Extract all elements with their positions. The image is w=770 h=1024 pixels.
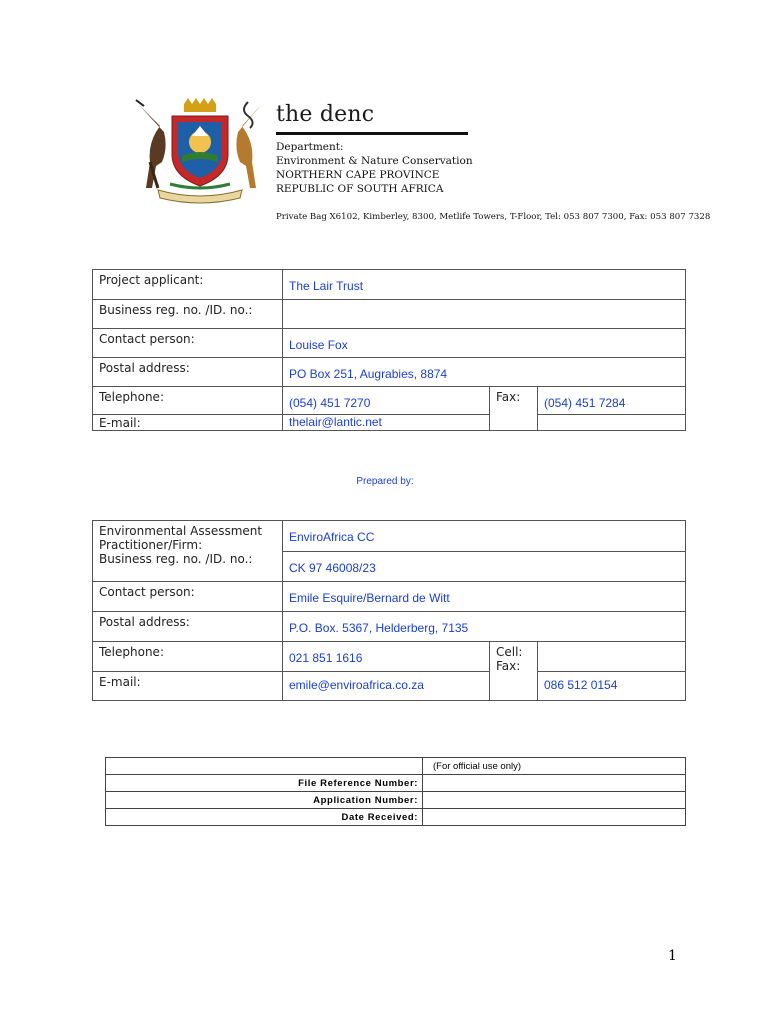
contact-person-value[interactable]: Louise Fox bbox=[283, 329, 686, 358]
practitioner-telephone-value[interactable]: 021 851 1616 bbox=[283, 642, 490, 672]
official-use-table bbox=[105, 757, 686, 826]
official-heading-blank bbox=[106, 758, 423, 775]
coat-of-arms-icon bbox=[130, 96, 270, 206]
telephone-value[interactable]: (054) 451 7270 bbox=[283, 387, 490, 415]
practitioner-contact-label: Contact person: bbox=[93, 582, 283, 612]
project-applicant-value[interactable]: The Lair Trust bbox=[283, 270, 686, 300]
practitioner-telephone-label: Telephone: bbox=[93, 642, 283, 672]
official-use-heading: (For official use only) bbox=[423, 758, 686, 775]
practitioner-reg-value[interactable]: CK 97 46008/23 bbox=[283, 552, 686, 582]
practitioner-cell-value[interactable] bbox=[538, 642, 686, 672]
application-number-label: Application Number: bbox=[106, 792, 423, 809]
practitioner-table bbox=[92, 520, 686, 701]
practitioner-fax-label: Fax: bbox=[496, 659, 521, 673]
business-reg-label: Business reg. no. /ID. no.: bbox=[93, 300, 283, 329]
practitioner-cell-label: Cell: bbox=[496, 645, 523, 659]
date-received-value[interactable] bbox=[423, 809, 686, 826]
org-line-province: NORTHERN CAPE PROVINCE bbox=[276, 169, 440, 181]
practitioner-firm-value[interactable]: EnviroAfrica CC bbox=[283, 521, 686, 552]
practitioner-cell-fax-label bbox=[490, 642, 538, 701]
org-address: Private Bag X6102, Kimberley, 8300, Metlife Towers, T-Floor, Tel: 053 807 7300, Fax: 053 807 7328 bbox=[276, 212, 711, 222]
org-details bbox=[276, 140, 473, 196]
practitioner-email-value[interactable]: emile@enviroafrica.co.za bbox=[283, 672, 490, 701]
practitioner-fax-value[interactable]: 086 512 0154 bbox=[538, 672, 686, 701]
date-received-label: Date Received: bbox=[106, 809, 423, 826]
fax-label: Fax: bbox=[490, 387, 538, 431]
practitioner-firm-label-text: Environmental Assessment Practitioner/Firm: bbox=[99, 524, 263, 552]
practitioner-postal-value[interactable]: P.O. Box. 5367, Helderberg, 7135 bbox=[283, 612, 686, 642]
prepared-by-label: Prepared by: bbox=[356, 476, 414, 487]
org-title-underline bbox=[276, 132, 468, 135]
email-label: E-mail: bbox=[93, 415, 283, 431]
practitioner-reg-label: Business reg. no. /ID. no.: bbox=[99, 552, 253, 566]
file-reference-value[interactable] bbox=[423, 775, 686, 792]
telephone-label: Telephone: bbox=[93, 387, 283, 415]
practitioner-contact-value[interactable]: Emile Esquire/Bernard de Witt bbox=[283, 582, 686, 612]
file-reference-label: File Reference Number: bbox=[106, 775, 423, 792]
contact-person-label: Contact person: bbox=[93, 329, 283, 358]
fax-value[interactable]: (054) 451 7284 bbox=[538, 387, 686, 415]
postal-address-label: Postal address: bbox=[93, 358, 283, 387]
page-number: 1 bbox=[668, 948, 677, 964]
org-line-environment: Environment & Nature Conservation bbox=[276, 155, 473, 167]
postal-address-value[interactable]: PO Box 251, Augrabies, 8874 bbox=[283, 358, 686, 387]
application-number-value[interactable] bbox=[423, 792, 686, 809]
business-reg-value[interactable] bbox=[283, 300, 686, 329]
project-applicant-label: Project applicant: bbox=[93, 270, 283, 300]
org-line-country: REPUBLIC OF SOUTH AFRICA bbox=[276, 183, 444, 195]
org-line-department: Department: bbox=[276, 141, 344, 153]
practitioner-firm-label bbox=[93, 521, 283, 582]
email-value[interactable]: thelair@lantic.net bbox=[283, 415, 490, 431]
practitioner-postal-label: Postal address: bbox=[93, 612, 283, 642]
applicant-table bbox=[92, 269, 686, 431]
practitioner-email-label: E-mail: bbox=[93, 672, 283, 701]
fax-empty-cell bbox=[538, 415, 686, 431]
org-title: the denc bbox=[276, 102, 375, 127]
